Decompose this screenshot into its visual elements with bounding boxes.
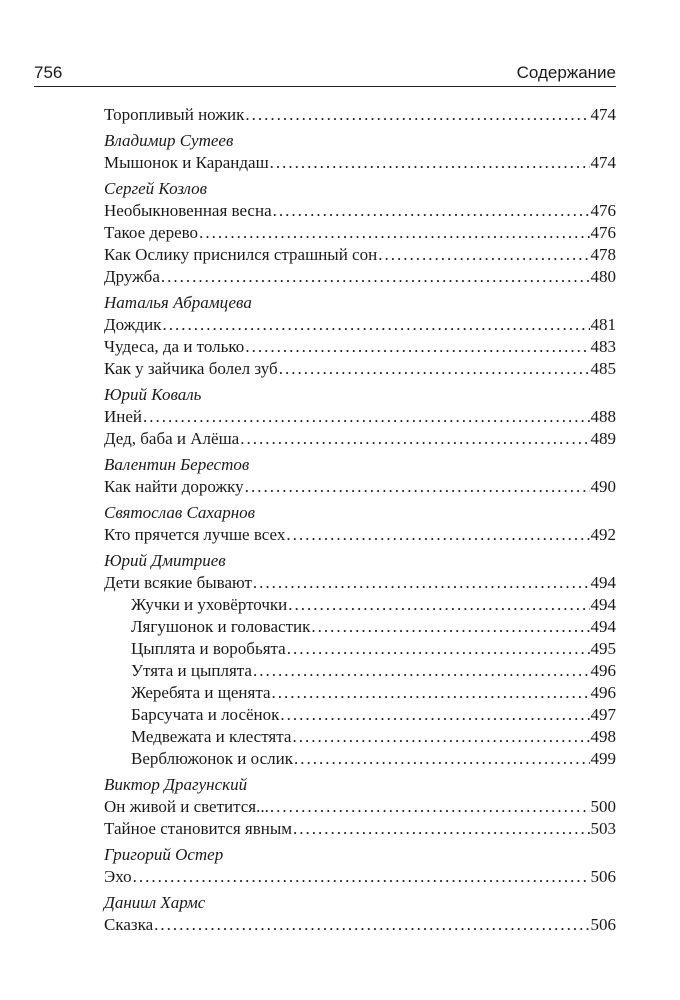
toc-entry-title: Жучки и уховёрточки [131, 595, 288, 614]
toc-entry-title: Лягушонок и головастик [131, 617, 311, 636]
toc-entry-page: 474 [590, 105, 616, 124]
toc-leader-dots [199, 222, 589, 244]
toc-author: Валентин Берестов [104, 455, 250, 474]
toc-entry[interactable] [104, 914, 616, 936]
toc-author-group [104, 454, 616, 498]
toc-leader-dots [378, 244, 589, 266]
toc-leader-dots [253, 572, 590, 594]
toc-entry[interactable] [104, 818, 616, 840]
toc-entry-title: Чудеса, да и только [104, 337, 245, 356]
toc-leader-dots [273, 200, 590, 222]
toc-author-group [104, 844, 616, 888]
toc-entry[interactable] [104, 104, 616, 126]
toc-leader-dots [245, 476, 590, 498]
toc-entry-page: 481 [590, 315, 616, 334]
toc-entry-page: 496 [590, 661, 616, 680]
table-of-contents [104, 104, 616, 936]
toc-entry-title: Жеребята и щенята [131, 683, 271, 702]
toc-author: Григорий Остер [104, 845, 224, 864]
toc-author: Виктор Драгунский [104, 775, 248, 794]
toc-entry-title: Тайное становится явным [104, 819, 293, 838]
page-number: 756 [34, 63, 63, 82]
toc-leader-dots [286, 524, 589, 546]
toc-entry-page: 480 [590, 267, 616, 286]
toc-author-group [104, 104, 616, 126]
toc-entry[interactable] [104, 200, 616, 222]
toc-entry-page: 499 [590, 749, 616, 768]
toc-author-group [104, 550, 616, 770]
toc-author-group [104, 292, 616, 380]
toc-entry[interactable] [104, 244, 616, 266]
toc-leader-dots [293, 818, 589, 840]
toc-entry[interactable] [104, 266, 616, 288]
toc-entry[interactable] [104, 704, 616, 726]
toc-entry[interactable] [104, 476, 616, 498]
toc-author-group [104, 774, 616, 840]
toc-entry[interactable] [104, 406, 616, 428]
toc-leader-dots [270, 152, 590, 174]
toc-entry-title: Как у зайчика болел зуб [104, 359, 278, 378]
toc-entry-page: 506 [590, 867, 616, 886]
toc-author: Святослав Сахарнов [104, 503, 256, 522]
toc-leader-dots [292, 726, 589, 748]
toc-entry-page: 488 [590, 407, 616, 426]
toc-entry-title: Такое дерево [104, 223, 199, 242]
toc-entry-page: 494 [590, 617, 616, 636]
toc-entry[interactable] [104, 222, 616, 244]
toc-entry-title: Он живой и светится... [104, 797, 269, 816]
toc-entry[interactable] [104, 726, 616, 748]
toc-leader-dots [288, 594, 589, 616]
toc-entry-page: 492 [590, 525, 616, 544]
toc-entry-page: 476 [590, 201, 616, 220]
toc-leader-dots [272, 682, 590, 704]
toc-leader-dots [294, 748, 590, 770]
toc-entry-title: Иней [104, 407, 143, 426]
toc-entry-title: Утята и цыплята [131, 661, 252, 680]
toc-leader-dots [240, 428, 589, 450]
toc-entry[interactable] [104, 638, 616, 660]
toc-entry-page: 494 [590, 595, 616, 614]
toc-author-group [104, 384, 616, 450]
toc-leader-dots [270, 796, 590, 818]
toc-author: Даниил Хармс [104, 893, 206, 912]
toc-entry[interactable] [104, 152, 616, 174]
toc-entry-page: 490 [590, 477, 616, 496]
toc-entry-title: Как найти дорожку [104, 477, 244, 496]
toc-entry-title: Как Ослику приснился страшный сон [104, 245, 378, 264]
toc-entry-page: 500 [590, 797, 616, 816]
toc-entry[interactable] [104, 524, 616, 546]
toc-author: Наталья Абрамцева [104, 293, 252, 312]
toc-author-group [104, 178, 616, 288]
toc-entry-title: Необыкновенная весна [104, 201, 272, 220]
toc-author: Сергей Козлов [104, 179, 208, 198]
toc-author-group [104, 502, 616, 546]
toc-entry[interactable] [104, 572, 616, 594]
toc-entry-page: 495 [590, 639, 616, 658]
toc-entry-title: Дождик [104, 315, 162, 334]
toc-leader-dots [253, 660, 590, 682]
toc-entry-page: 494 [590, 573, 616, 592]
toc-entry-title: Сказка [104, 915, 154, 934]
toc-entry-title: Верблюжонок и ослик [131, 749, 293, 768]
toc-entry[interactable] [104, 336, 616, 358]
toc-leader-dots [280, 704, 589, 726]
toc-entry-page: 496 [590, 683, 616, 702]
toc-entry-page: 483 [590, 337, 616, 356]
toc-leader-dots [143, 406, 589, 428]
toc-entry-title: Торопливый ножик [104, 105, 245, 124]
toc-leader-dots [311, 616, 589, 638]
toc-entry-title: Барсучата и лосёнок [131, 705, 280, 724]
toc-leader-dots [245, 336, 589, 358]
toc-entry-title: Кто прячется лучше всех [104, 525, 286, 544]
toc-entry-title: Цыплята и воробьята [131, 639, 286, 658]
toc-author: Владимир Сутеев [104, 131, 234, 150]
toc-entry-page: 498 [590, 727, 616, 746]
toc-entry-title: Дети всякие бывают [104, 573, 252, 592]
toc-entry-page: 485 [590, 359, 616, 378]
toc-entry[interactable] [104, 358, 616, 380]
toc-entry-page: 474 [590, 153, 616, 172]
toc-entry[interactable] [104, 428, 616, 450]
toc-leader-dots [245, 104, 589, 126]
toc-leader-dots [154, 914, 589, 936]
toc-entry[interactable] [104, 866, 616, 888]
toc-entry-page: 506 [590, 915, 616, 934]
toc-entry[interactable] [104, 616, 616, 638]
toc-entry[interactable] [104, 314, 616, 336]
toc-author-group [104, 892, 616, 936]
toc-entry-page: 478 [590, 245, 616, 264]
running-header [34, 60, 616, 87]
toc-entry[interactable] [104, 682, 616, 704]
toc-entry-page: 497 [590, 705, 616, 724]
toc-entry-title: Мышонок и Карандаш [104, 153, 269, 172]
toc-leader-dots [162, 314, 589, 336]
toc-entry[interactable] [104, 660, 616, 682]
toc-entry-title: Дед, баба и Алёша [104, 429, 240, 448]
toc-entry-title: Эхо [104, 867, 132, 886]
toc-author: Юрий Дмитриев [104, 551, 226, 570]
toc-entry[interactable] [104, 796, 616, 818]
running-title: Содержание [516, 63, 616, 82]
toc-entry-title: Медвежата и клестята [131, 727, 292, 746]
toc-entry[interactable] [104, 594, 616, 616]
toc-author-group [104, 130, 616, 174]
toc-entry-title: Дружба [104, 267, 160, 286]
toc-author: Юрий Коваль [104, 385, 202, 404]
toc-leader-dots [161, 266, 590, 288]
toc-entry[interactable] [104, 748, 616, 770]
toc-entry-page: 476 [590, 223, 616, 242]
toc-entry-page: 503 [590, 819, 616, 838]
toc-leader-dots [133, 866, 590, 888]
toc-entry-page: 489 [590, 429, 616, 448]
toc-leader-dots [279, 358, 590, 380]
toc-leader-dots [287, 638, 590, 660]
